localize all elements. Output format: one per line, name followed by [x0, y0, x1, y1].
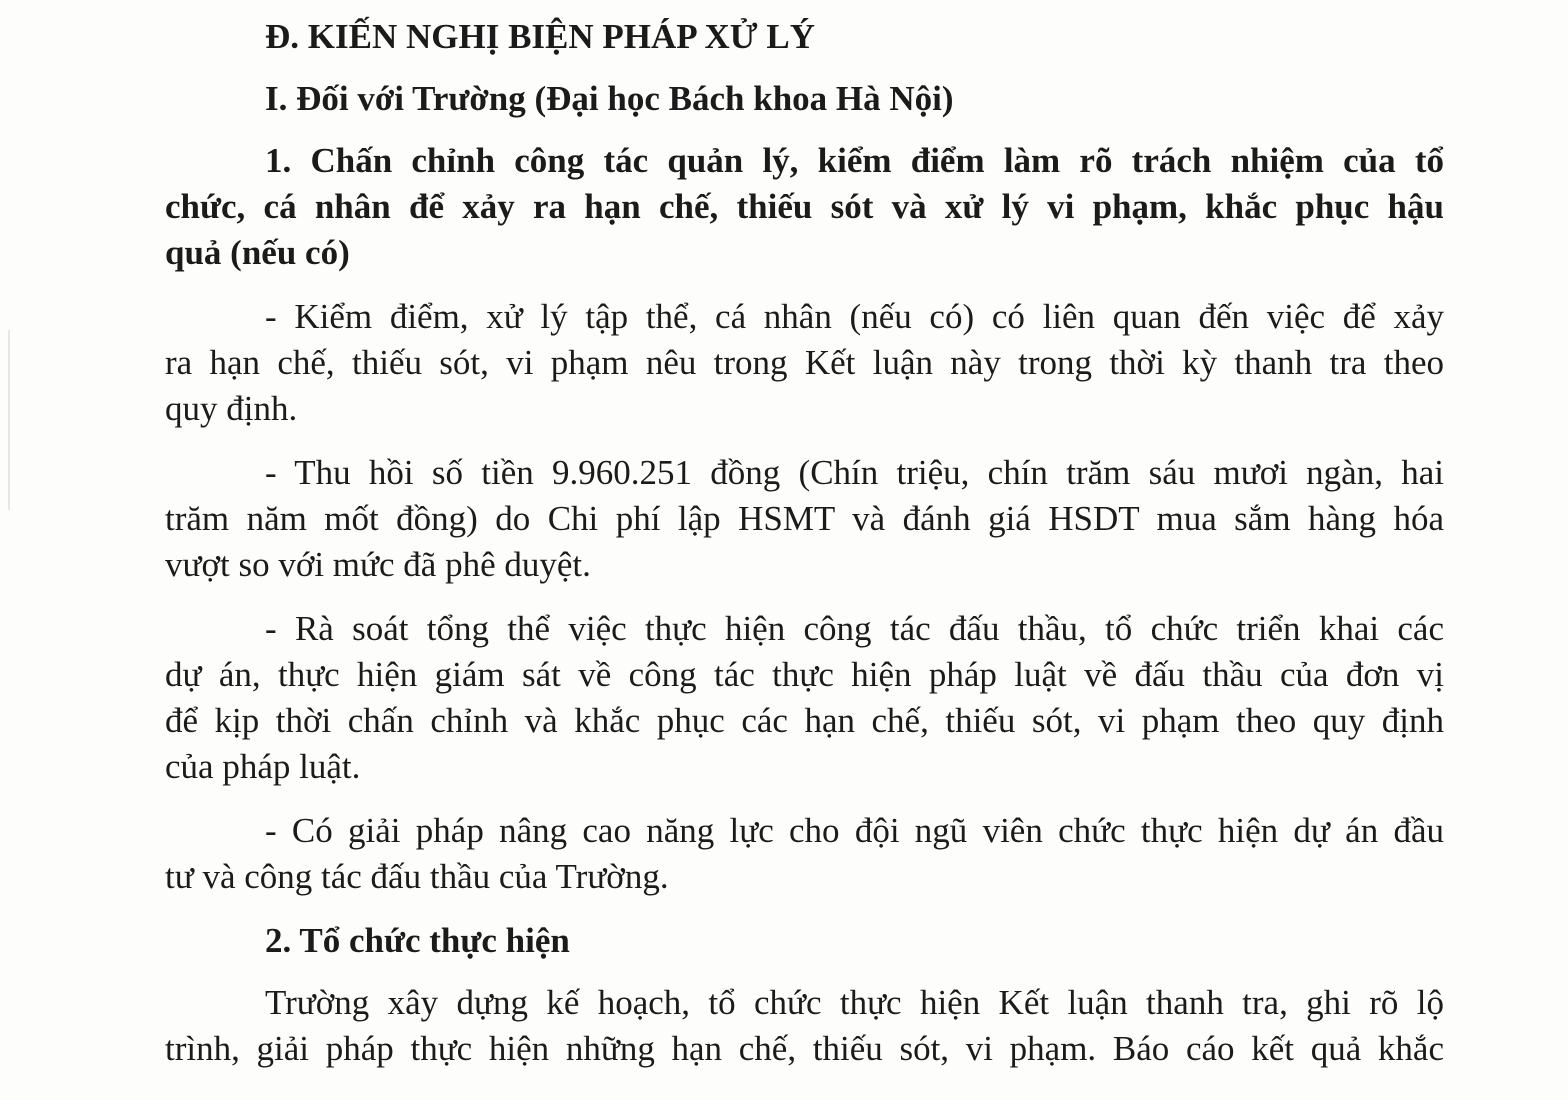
closing-paragraph [165, 980, 1444, 1072]
bullet-review-bidding [165, 606, 1444, 790]
bullet-line: dự án, thực hiện giám sát về công tác thực hiện pháp luật về đấu thầu của đơn vị [165, 655, 1444, 694]
bullet-line: - Rà soát tổng thể việc thực hiện công tác đấu thầu, tổ chức triển khai các [265, 609, 1444, 648]
bullet-line: quy định. [165, 389, 298, 428]
bullet-line: vượt so với mức đã phê duyệt. [165, 545, 591, 584]
bullet-recover-funds [165, 450, 1444, 588]
closing-line: Trường xây dựng kế hoạch, tổ chức thực hiện Kết luận thanh tra, ghi rõ lộ [265, 983, 1444, 1022]
closing-line: trình, giải pháp thực hiện những hạn chế, thiếu sót, vi phạm. Báo cáo kết quả khắc [165, 1029, 1444, 1068]
item1-heading [165, 138, 1444, 276]
bullet-line: ra hạn chế, thiếu sót, vi phạm nêu trong Kết luận này trong thời kỳ thanh tra theo [165, 343, 1444, 382]
bullet-line: tư và công tác đấu thầu của Trường. [165, 857, 669, 896]
item1-heading-line: 1. Chấn chỉnh công tác quản lý, kiểm điểm làm rõ trách nhiệm của tổ [265, 141, 1444, 180]
bullet-line: - Thu hồi số tiền 9.960.251 đồng (Chín triệu, chín trăm sáu mươi ngàn, hai [265, 453, 1444, 492]
subsection-title: I. Đối với Trường (Đại học Bách khoa Hà Nội) [265, 79, 954, 118]
section-title: Đ. KIẾN NGHỊ BIỆN PHÁP XỬ LÝ [265, 17, 816, 56]
bullet-line: của pháp luật. [165, 747, 361, 786]
bullet-line: để kịp thời chấn chỉnh và khắc phục các hạn chế, thiếu sót, vi phạm theo quy định [165, 701, 1444, 740]
bullet-line: trăm năm mốt đồng) do Chi phí lập HSMT và đánh giá HSDT mua sắm hàng hóa [165, 499, 1444, 538]
bullet-capacity-building [165, 808, 1444, 900]
bullet-line: - Có giải pháp nâng cao năng lực cho đội ngũ viên chức thực hiện dự án đầu [265, 811, 1444, 850]
bullet-line: - Kiểm điểm, xử lý tập thể, cá nhân (nếu có) có liên quan đến việc để xảy [265, 297, 1444, 336]
item1-heading-line: chức, cá nhân để xảy ra hạn chế, thiếu sót và xử lý vi phạm, khắc phục hậu [165, 187, 1444, 226]
item1-heading-line: quả (nếu có) [165, 233, 350, 272]
item2-heading: 2. Tổ chức thực hiện [265, 921, 570, 960]
bullet-review-responsibility [165, 294, 1444, 432]
